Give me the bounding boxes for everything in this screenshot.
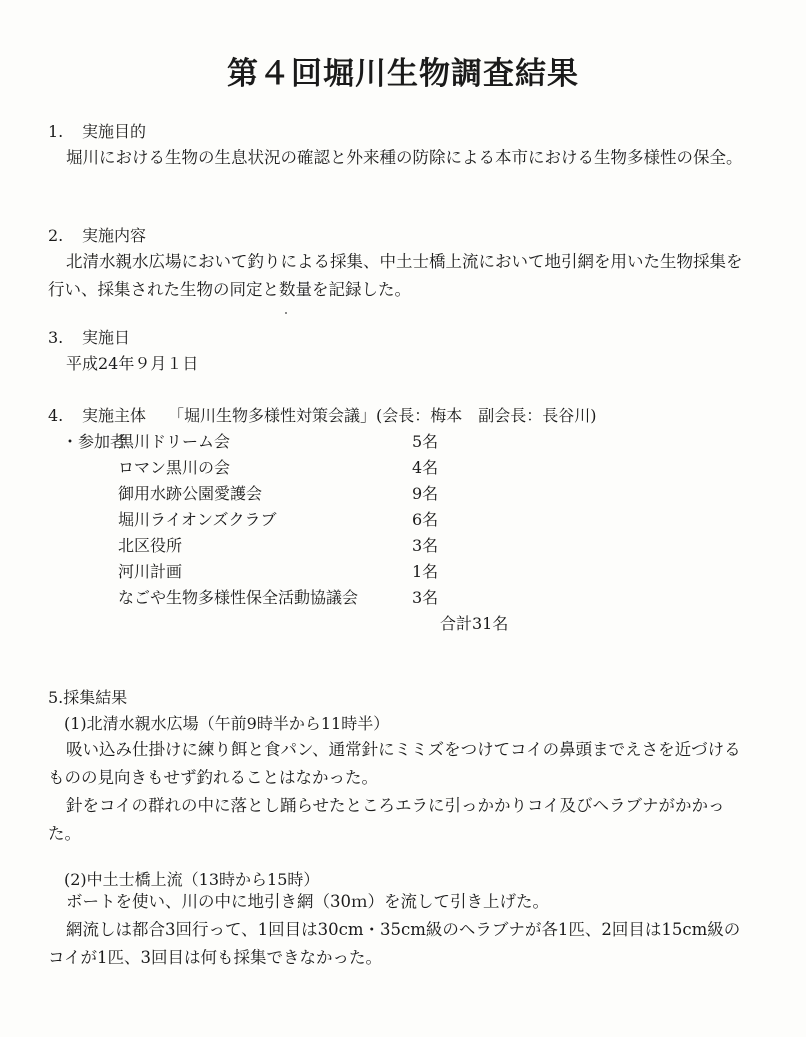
participant-count: 3名 [412,588,439,607]
participant-name: 堀川ライオンズクラブ [118,510,277,529]
subsection-1-title: (1)北清水親水広場（午前9時半から11時半） [64,714,390,733]
document-title: 第４回堀川生物調査結果 [227,56,579,92]
section-3-heading [48,328,130,348]
participant-count: 5名 [412,432,439,451]
section-1-title: 実施目的 [82,122,147,141]
section-3-date: 平成24年９月１日 [66,354,199,373]
section-5-heading: 5.採集結果 [48,688,128,707]
section-3-number: 3. [48,328,64,347]
participant-name: 北区役所 [118,536,183,555]
section-2-body: 北清水親水広場において釣りによる採集、中土士橋上流において地引網を用いた生物採集を行い、採集された生物の同定と数量を記録した。 [48,252,743,299]
section-2-title: 実施内容 [82,226,147,245]
participant-count: 4名 [412,458,439,477]
subsection-2-para-2: 網流しは都合3回行って、1回目は30cm・35cm級のヘラブナが各1匹、2回目は15cm級のコイが1匹、3回目は何も採集できなかった。 [48,920,741,967]
section-2-number: 2. [48,226,64,245]
subsection-1-para-1: 吸い込み仕掛けに練り餌と食パン、通常針にミミズをつけてコイの鼻頭までえさを近づけるものの見向きもせず釣れることはなかった。 [48,740,741,787]
subsection-2-title: (2)中土士橋上流（13時から15時） [64,870,320,889]
section-2-heading [48,226,146,246]
section-1-number: 1. [48,122,64,141]
subsection-1-para-2: 針をコイの群れの中に落とし踊らせたところエラに引っかかりコイ及びヘラブナがかかった。 [48,796,725,843]
scan-speck [285,312,287,314]
participant-name: ロマン黒川の会 [118,458,231,477]
participant-count: 9名 [412,484,439,503]
participant-name: なごや生物多様性保全活動協議会 [118,588,359,607]
section-4-heading [48,406,146,426]
organizer: 「堀川生物多様性対策会議」(会長：梅本 副会長：長谷川) [168,406,597,425]
participant-name: 河川計画 [118,562,183,581]
section-1-body: 堀川における生物の生息状況の確認と外来種の防除による本市における生物多様性の保全。 [66,148,743,167]
section-1-heading [48,122,146,142]
participant-name: 御用水跡公園愛護会 [118,484,263,503]
section-4-number: 4. [48,406,64,425]
participants-label: ・参加者 [62,432,127,451]
participant-count: 1名 [412,562,439,581]
section-4-title: 実施主体 [82,406,147,425]
participant-name: 黒川ドリーム会 [118,432,231,451]
section-3-title: 実施日 [82,328,131,347]
participants-total: 合計31名 [440,614,509,633]
participant-count: 3名 [412,536,439,555]
subsection-2-para-1: ボートを使い、川の中に地引き網（30ｍ）を流して引き上げた。 [66,892,549,911]
participant-count: 6名 [412,510,439,529]
